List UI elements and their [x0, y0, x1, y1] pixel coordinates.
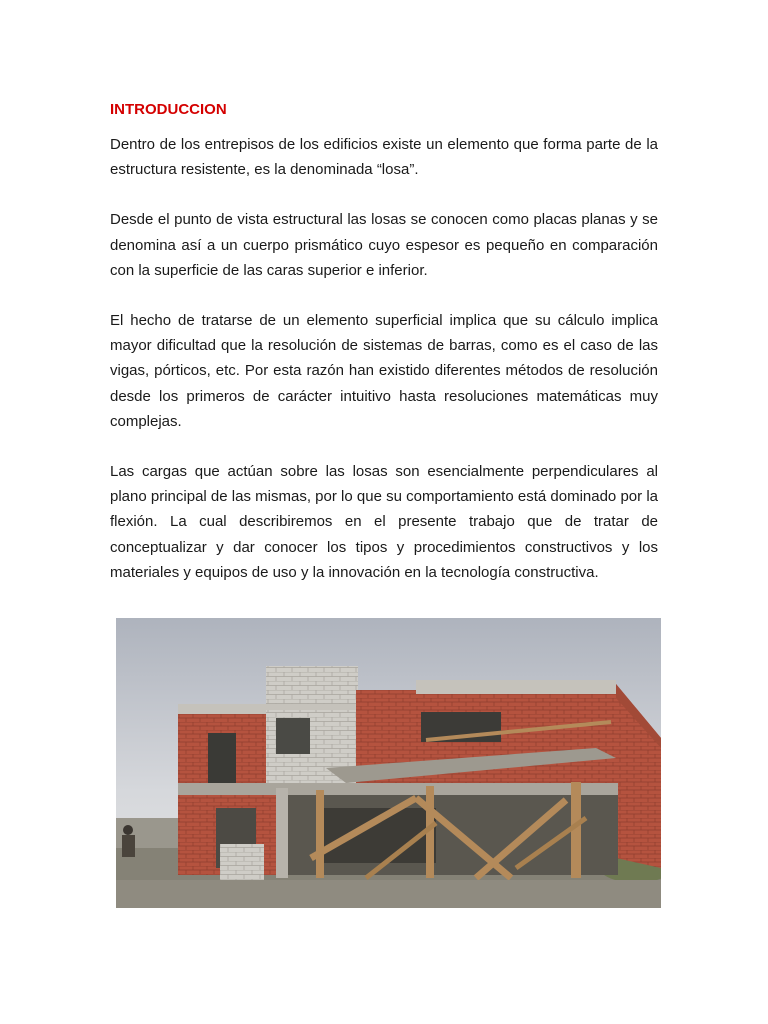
section-heading: INTRODUCCION	[110, 101, 227, 118]
building-under-construction-photo	[116, 618, 661, 908]
paragraph-1: Dentro de los entrepisos de los edificios existe un elemento que forma parte de la estructura resistente, es la denominada “losa”.	[110, 136, 658, 179]
paragraph-3: El hecho de tratarse de un elemento superficial implica que su cálculo implica mayor dificultad que la resolución de sistemas de barras, como es el caso de las vigas, pórticos, etc. Por esta razón han existido diferentes métodos de resolución desde los primeros de carácter intuitivo hasta resoluciones matemáticas muy complejas.	[110, 312, 658, 430]
paragraph-4: Las cargas que actúan sobre las losas son esencialmente perpendiculares al plano principal de las mismas, por lo que su comportamiento está dominado por la flexión. La cual describiremos en el presente trabajo que de tratar de conceptualizar y dar conocer los tipos y procedimientos constructivos y los materiales y equipos de uso y la innovación en la tecnología constructiva.	[110, 463, 658, 581]
paragraph-2: Desde el punto de vista estructural las losas se conocen como placas planas y se denomina así a un cuerpo prismático cuyo espesor es pequeño en comparación con la superficie de las caras superior e inferior.	[110, 211, 658, 279]
document-page	[110, 100, 658, 610]
